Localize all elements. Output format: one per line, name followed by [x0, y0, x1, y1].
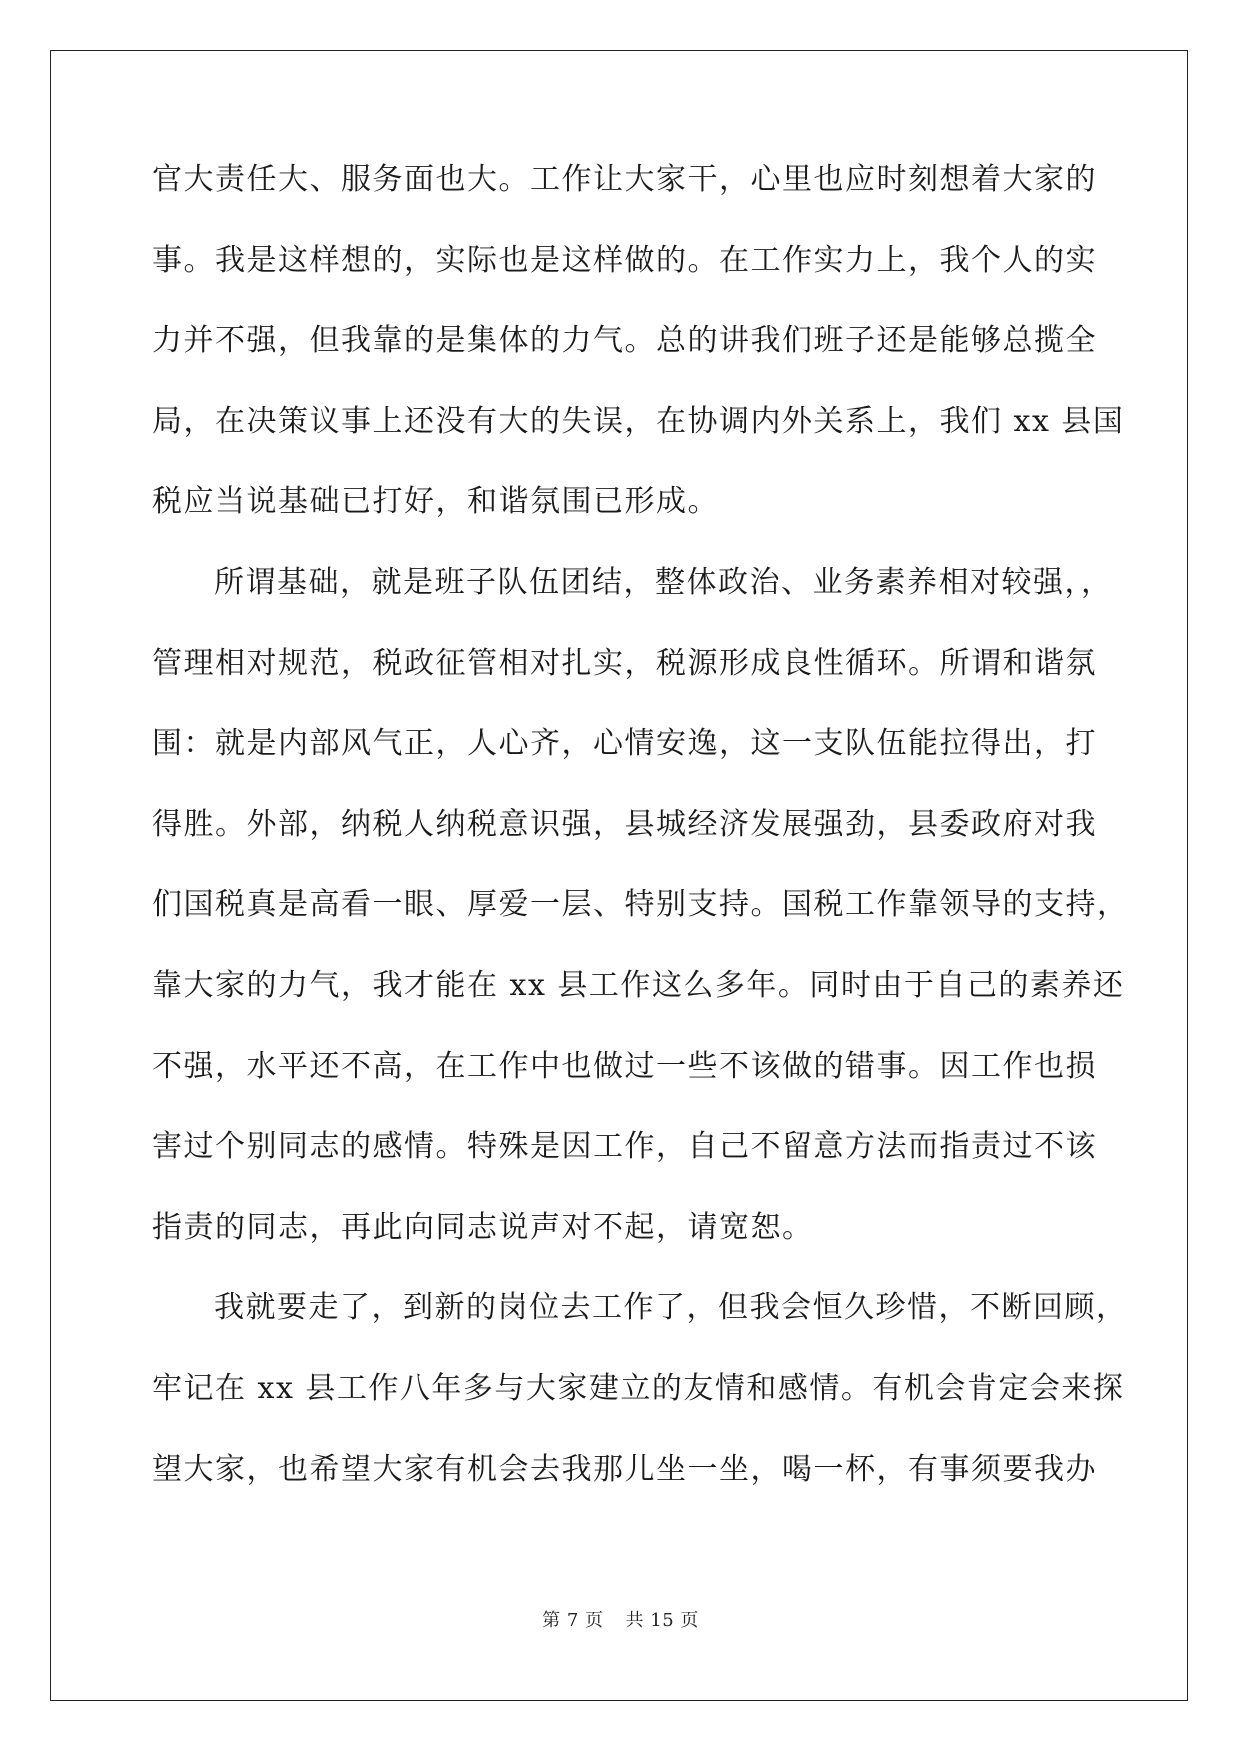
document-body [152, 162, 1129, 1535]
text-line: 局，在决策议事上还没有大的失误，在协调内外关系上，我们 xx 县国 [152, 403, 1125, 439]
text-line: 得胜。外部，纳税人纳税意识强，县城经济发展强劲，县委政府对我 [152, 806, 1097, 842]
text-line: 管理相对规范，税政征管相对扎实，税源形成良性循环。所谓和谐氛 [152, 645, 1097, 681]
text-line: 牢记在 xx 县工作八年多与大家建立的友情和感情。有机会肯定会来探 [152, 1370, 1125, 1406]
text-line: 所谓基础，就是班子队伍团结，整体政治、业务素养相对较强，， [214, 564, 1113, 600]
page-total: 共 15 页 [625, 1610, 699, 1631]
text-line: 害过个别同志的感情。特殊是因工作，自己不留意方法而指责过不该 [152, 1129, 1097, 1165]
text-line: 望大家，也希望大家有机会去我那儿坐一坐，喝一杯，有事须要我办 [152, 1451, 1097, 1487]
text-line: 事。我是这样想的，实际也是这样做的。在工作实力上，我个人的实 [152, 242, 1097, 278]
text-line: 围：就是内部风气正，人心齐，心情安逸，这一支队伍能拉得出，打 [152, 726, 1097, 762]
text-line: 们国税真是高看一眼、厚爱一层、特别支持。国税工作靠领导的支持， [152, 887, 1129, 923]
text-line: 靠大家的力气，我才能在 xx 县工作这么多年。同时由于自己的素养还 [152, 967, 1125, 1003]
text-line: 税应当说基础已打好，和谐氛围已形成。 [152, 484, 719, 520]
text-line: 不强，水平还不高，在工作中也做过一些不该做的错事。因工作也损 [152, 1048, 1097, 1084]
text-line: 力并不强，但我靠的是集体的力气。总的讲我们班子还是能够总揽全 [152, 323, 1097, 359]
page-footer [0, 1606, 1241, 1632]
text-line: 指责的同志，再此向同志说声对不起，请宽恕。 [152, 1209, 814, 1245]
page-number: 第 7 页 [542, 1610, 604, 1631]
text-line: 我就要走了，到新的岗位去工作了，但我会恒久珍惜，不断回顾， [214, 1290, 1128, 1326]
text-line: 官大责任大、服务面也大。工作让大家干，心里也应时刻想着大家的 [152, 162, 1097, 197]
